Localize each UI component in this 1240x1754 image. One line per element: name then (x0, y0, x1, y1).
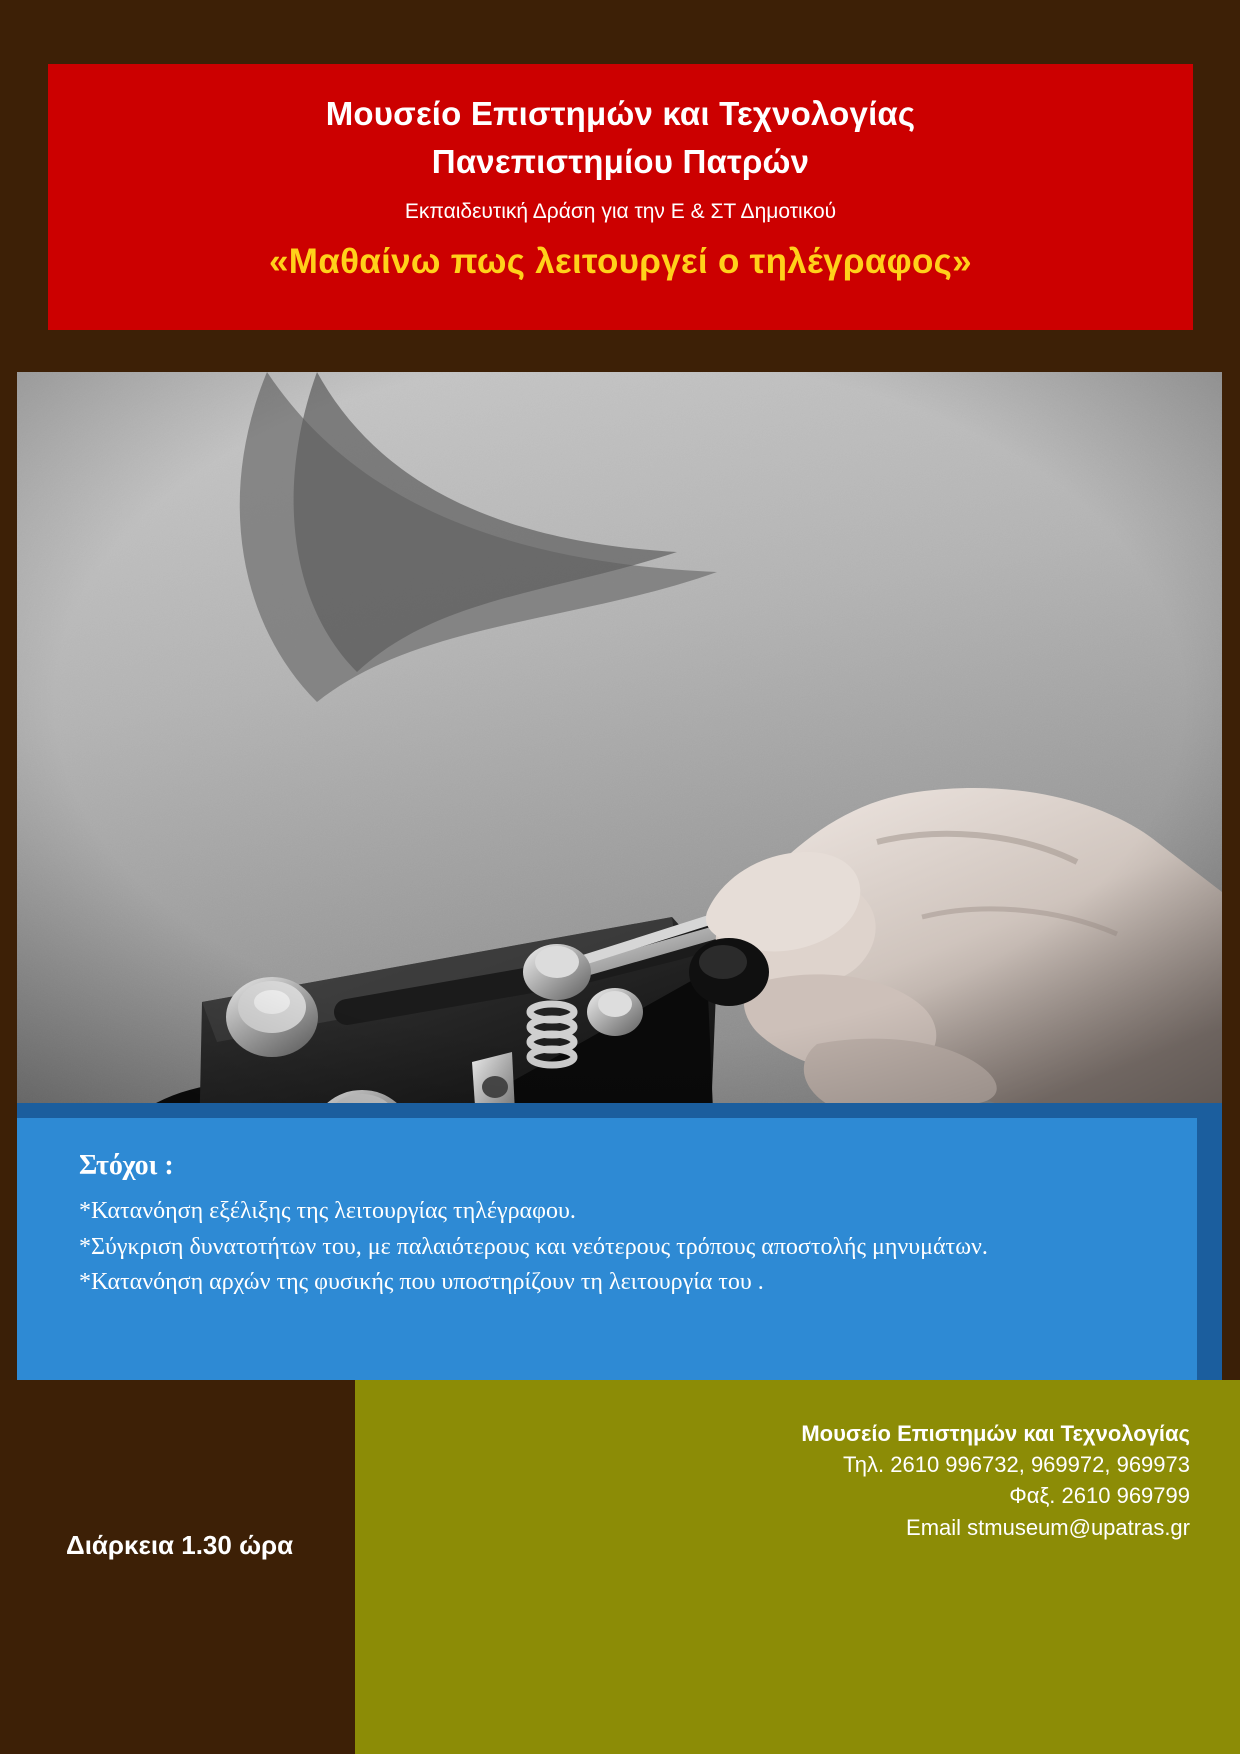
contact-email: Email stmuseum@upatras.gr (906, 1514, 1190, 1540)
contact-phone: Τηλ. 2610 996732, 969972, 969973 (842, 1452, 1190, 1478)
museum-title-line-2: Πανεπιστημίου Πατρών (431, 142, 810, 180)
objectives-title: Στόχοι : (79, 1150, 174, 1181)
objectives-panel (17, 1118, 1197, 1380)
museum-title-line-1: Μουσείο Επιστημών και Τεχνολογίας (325, 95, 916, 132)
contact-block (355, 1380, 1240, 1754)
contact-museum-name: Μουσείο Επιστημών και Τεχνολογίας (801, 1421, 1190, 1446)
objective-item-2: *Σύγκριση δυνατοτήτων του, με παλαιότερους και νεότερους τρόπους αποστολής μηνυμάτων. (79, 1233, 988, 1260)
duration-label: Διάρκεια 1.30 ώρα (66, 1530, 294, 1560)
objective-item-3: *Κατανόηση αρχών της φυσικής που υποστηρίζουν τη λειτουργία του . (79, 1269, 764, 1296)
header-band (48, 64, 1193, 330)
header-subtitle: Εκπαιδευτική Δράση για την Ε & ΣΤ Δημοτικού (404, 199, 837, 223)
museum-title (326, 90, 916, 186)
contact-fax: Φαξ. 2610 969799 (1009, 1483, 1190, 1509)
telegraph-photo (17, 372, 1222, 1104)
telegraph-key-photo-icon (17, 372, 1222, 1104)
action-title: «Μαθαίνω πως λειτουργεί ο τηλέγραφος» (269, 241, 972, 281)
objective-item-1: *Κατανόηση εξέλιξης της λειτουργίας τηλέγραφου. (79, 1198, 576, 1224)
